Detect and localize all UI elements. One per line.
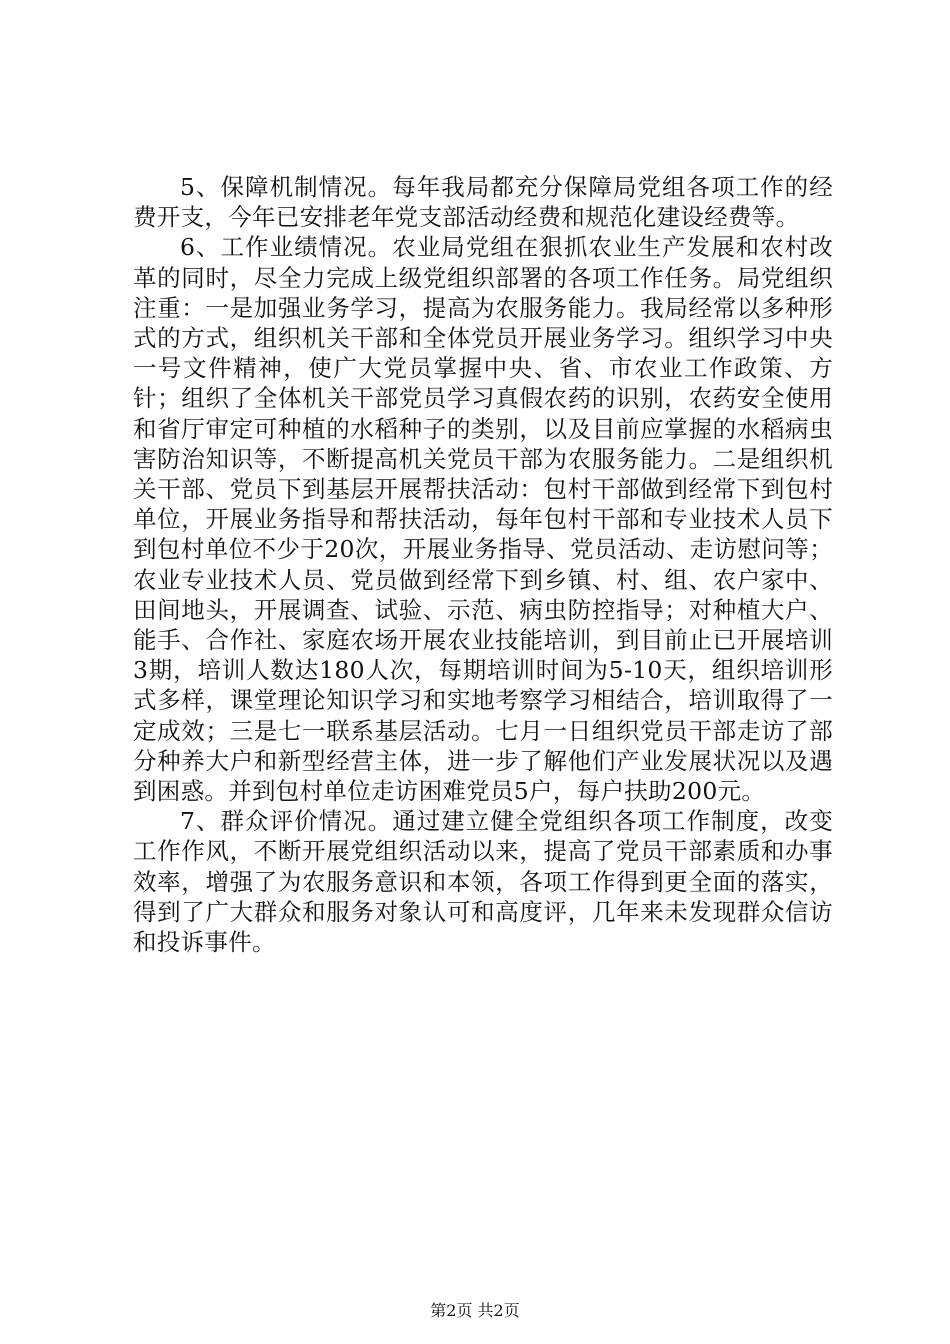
page-footer: 第2页 共2页 bbox=[430, 1301, 520, 1320]
paragraph-5-guarantee: 5、保障机制情况。每年我局都充分保障局党组各项工作的经费开支，今年已安排老年党支部活动经费和规范化建设经费等。 bbox=[133, 173, 833, 232]
document-body bbox=[133, 172, 833, 957]
paragraph-6-performance: 6、工作业绩情况。农业局党组在狠抓农业生产发展和农村改革的同时，尽全力完成上级党组织部署的各项工作任务。局党组织注重：一是加强业务学习，提高为农服务能力。我局经常以多种形式的方式，组织机关干部和全体党员开展业务学习。组织学习中央一号文件精神，使广大党员掌握中央、省、市农业工作政策、方针；组织了全体机关干部党员学习真假农药的识别，农药安全使用和省厅审定可种植的水稻种子的类别，以及目前应掌握的水稻病虫害防治知识等，不断提高机关党员干部为农服务能力。二是组织机关干部、党员下到基层开展帮扶活动：包村干部做到经常下到包村单位，开展业务指导和帮扶活动，每年包村干部和专业技术人员下到包村单位不少于20次，开展业务指导、党员活动、走访慰问等；农业专业技术人员、党员做到经常下到乡镇、村、组、农户家中、田间地头，开展调查、试验、示范、病虫防控指导；对种植大户、能手、合作社、家庭农场开展农业技能培训，到目前止已开展培训3期，培训人数达180人次，每期培训时间为5-10天，组织培训形式多样，课堂理论知识学习和实地考察学习相结合，培训取得了一定成效；三是七一联系基层活动。七月一日组织党员干部走访了部分种养大户和新型经营主体，进一步了解他们产业发展状况以及遇到困惑。并到包村单位走访困难党员5户，每户扶助200元。 bbox=[133, 233, 833, 806]
paragraph-7-public-evaluation: 7、群众评价情况。通过建立健全党组织各项工作制度，改变工作作风，不断开展党组织活动以来，提高了党员干部素质和办事效率，增强了为农服务意识和本领，各项工作得到更全面的落实，得到了广大群众和服务对象认可和高度评，几年来未发现群众信访和投诉事件。 bbox=[133, 807, 833, 957]
